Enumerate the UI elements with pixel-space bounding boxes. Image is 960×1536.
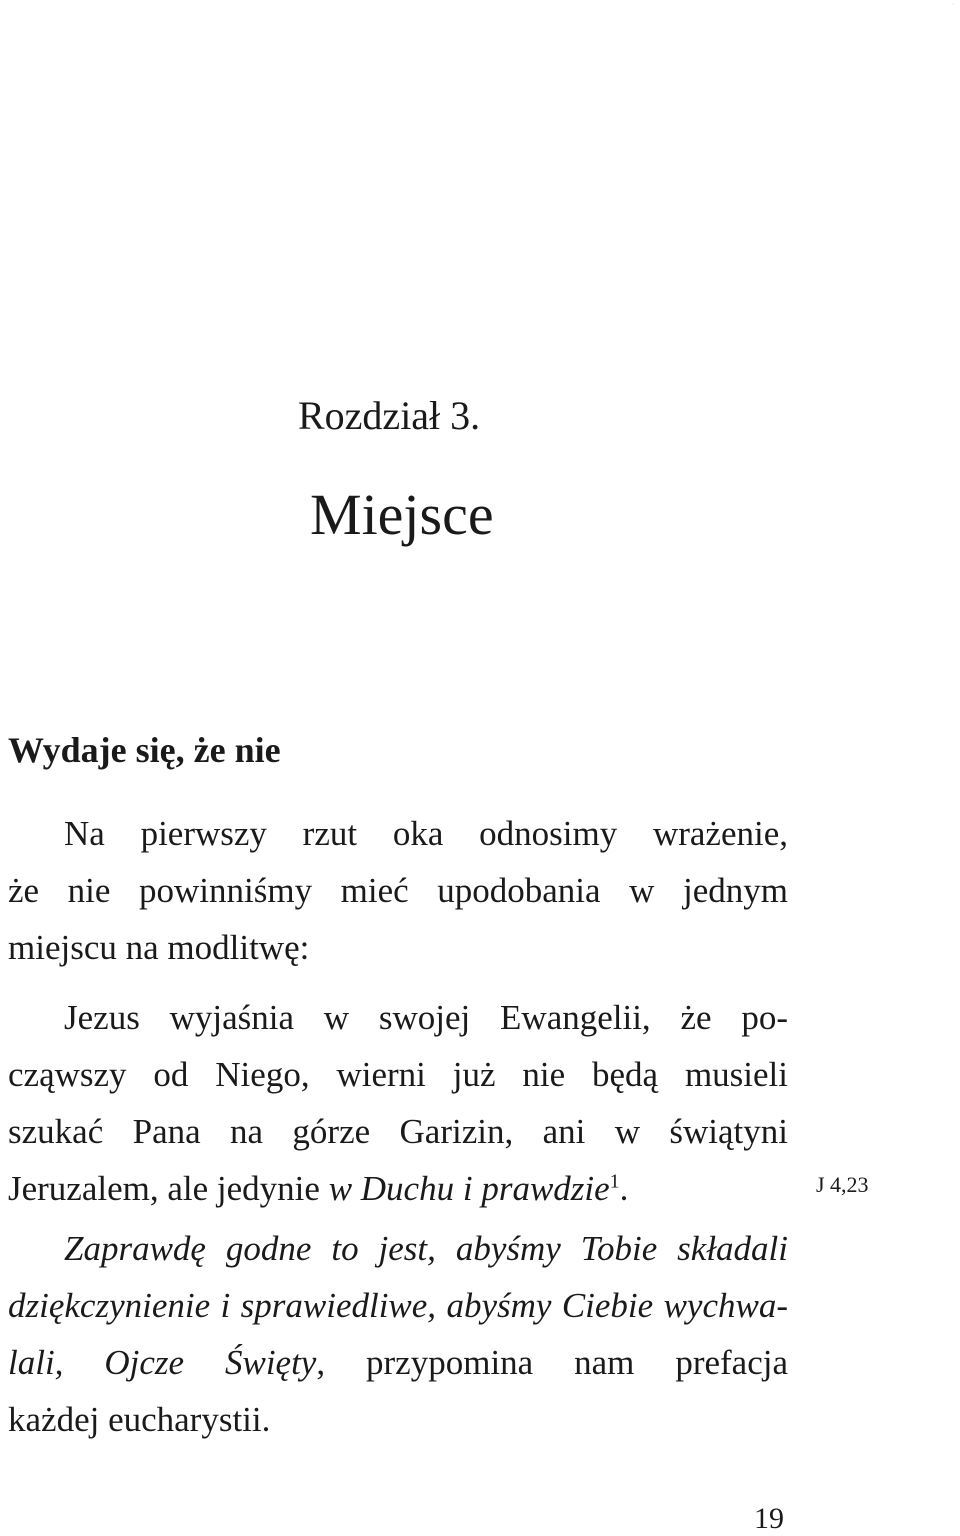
paragraph1-line1: Na pierwszy rzut oka odnosimy wrażenie, [64, 814, 788, 853]
chapter-title: Miejsce [310, 482, 494, 547]
paragraph2-line4-text: Jeruzalem, ale jedynie [8, 1169, 329, 1208]
preface-quote-2: dziękczynienie i sprawiedliwe, abyśmy Ciebie wychwa- [8, 1286, 788, 1325]
paragraph3-line4: każdej eucharystii. [8, 1400, 271, 1439]
paragraph3-line1 [64, 1227, 788, 1271]
paragraph3-line2 [8, 1284, 788, 1328]
preface-quote-3: lali, Ojcze Święty [8, 1343, 317, 1382]
corner-mark: · [952, 2, 954, 8]
paragraph2-line4-period: . [619, 1169, 629, 1208]
chapter-label: Rozdział 3. [298, 393, 481, 438]
paragraph1-line2: że nie powinniśmy mieć upodobania w jednym [8, 871, 788, 910]
paragraph2-line1: Jezus wyjaśnia w swojej Ewangelii, że po- [64, 998, 788, 1037]
paragraph3-line3-text: , przypomina nam prefacja [316, 1343, 788, 1382]
paragraph1-line3: miejscu na modlitwę: [8, 928, 310, 967]
page-number: 19 [754, 1502, 784, 1535]
preface-quote-1: Zaprawdę godne to jest, abyśmy Tobie składali [64, 1229, 788, 1268]
paragraph3-line3 [8, 1341, 788, 1385]
paragraph2-line4 [8, 1167, 788, 1211]
scripture-quote: w Duchu i prawdzie [328, 1169, 610, 1208]
margin-reference: J 4,23 [816, 1172, 869, 1197]
footnote-marker[interactable]: 1 [609, 1170, 620, 1193]
paragraph2-line2: cząwszy od Niego, wierni już nie będą musieli [8, 1055, 788, 1094]
section-heading: Wydaje się, że nie [8, 730, 281, 770]
paragraph2-line3: szukać Pana na górze Garizin, ani w świątyni [8, 1112, 788, 1151]
